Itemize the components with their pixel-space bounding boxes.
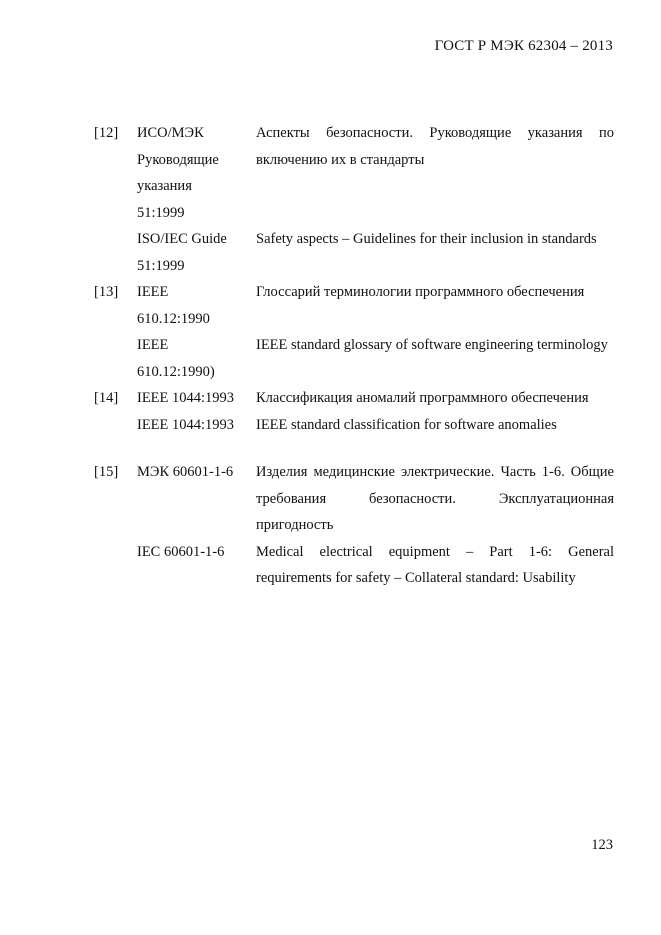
reference-code: IEEE 1044:1993 [137, 390, 235, 406]
reference-title: Классификация аномалий программного обеспечения [256, 390, 589, 406]
reference-code: IEEE 610.12:1990) [137, 337, 215, 380]
reference-pair-en [137, 332, 614, 385]
bibliography-entry-12 [94, 120, 614, 279]
reference-pair-ru [137, 279, 614, 332]
reference-pair-en [137, 226, 614, 279]
document-header: ГОСТ Р МЭК 62304 – 2013 [434, 38, 613, 54]
reference-title: Medical electrical equipment – Part 1-6: General requirements for safety – Collateral standard: Usability [256, 543, 614, 586]
page-number: 123 [591, 837, 613, 853]
reference-pair-ru [137, 385, 614, 412]
reference-code: МЭК 60601-1-6 [137, 464, 234, 480]
reference-title: Safety aspects – Guidelines for their inclusion in standards [256, 231, 597, 247]
reference-title: IEEE standard classification for software anomalies [256, 416, 557, 433]
reference-pair-ru [137, 459, 614, 539]
reference-title: Изделия медицинские электрические. Часть 1-6. Общие требования безопасности. Эксплуатационная пригодность [256, 464, 614, 533]
reference-body [137, 459, 614, 592]
reference-pair-ru [137, 120, 614, 226]
reference-code: IEC 60601-1-6 [137, 543, 225, 560]
reference-number: [15] [94, 464, 119, 480]
reference-number: [13] [94, 284, 119, 300]
reference-code: IEEE 610.12:1990 [137, 284, 210, 327]
reference-code: ISO/IEC Guide 51:1999 [137, 231, 227, 274]
reference-title: Аспекты безопасности. Руководящие указания по включению их в стандарты [256, 125, 614, 168]
reference-code: IEEE 1044:1993 [137, 416, 235, 433]
reference-body [137, 279, 614, 385]
bibliography-entry-13 [94, 279, 614, 385]
reference-pair-en [137, 539, 614, 592]
spacer [94, 438, 614, 459]
reference-body [137, 120, 614, 279]
reference-pair-en [137, 412, 614, 439]
reference-title: Глоссарий терминологии программного обеспечения [256, 284, 585, 300]
bibliography-entry-14 [94, 385, 614, 438]
reference-number: [12] [94, 125, 119, 141]
reference-body [137, 385, 614, 438]
bibliography-entry-15 [94, 459, 614, 592]
reference-number: [14] [94, 390, 119, 406]
reference-code: ИСО/МЭК Руководящие указания 51:1999 [137, 125, 219, 221]
bibliography-list [94, 120, 614, 592]
reference-title: IEEE standard glossary of software engineering terminology [256, 337, 608, 353]
